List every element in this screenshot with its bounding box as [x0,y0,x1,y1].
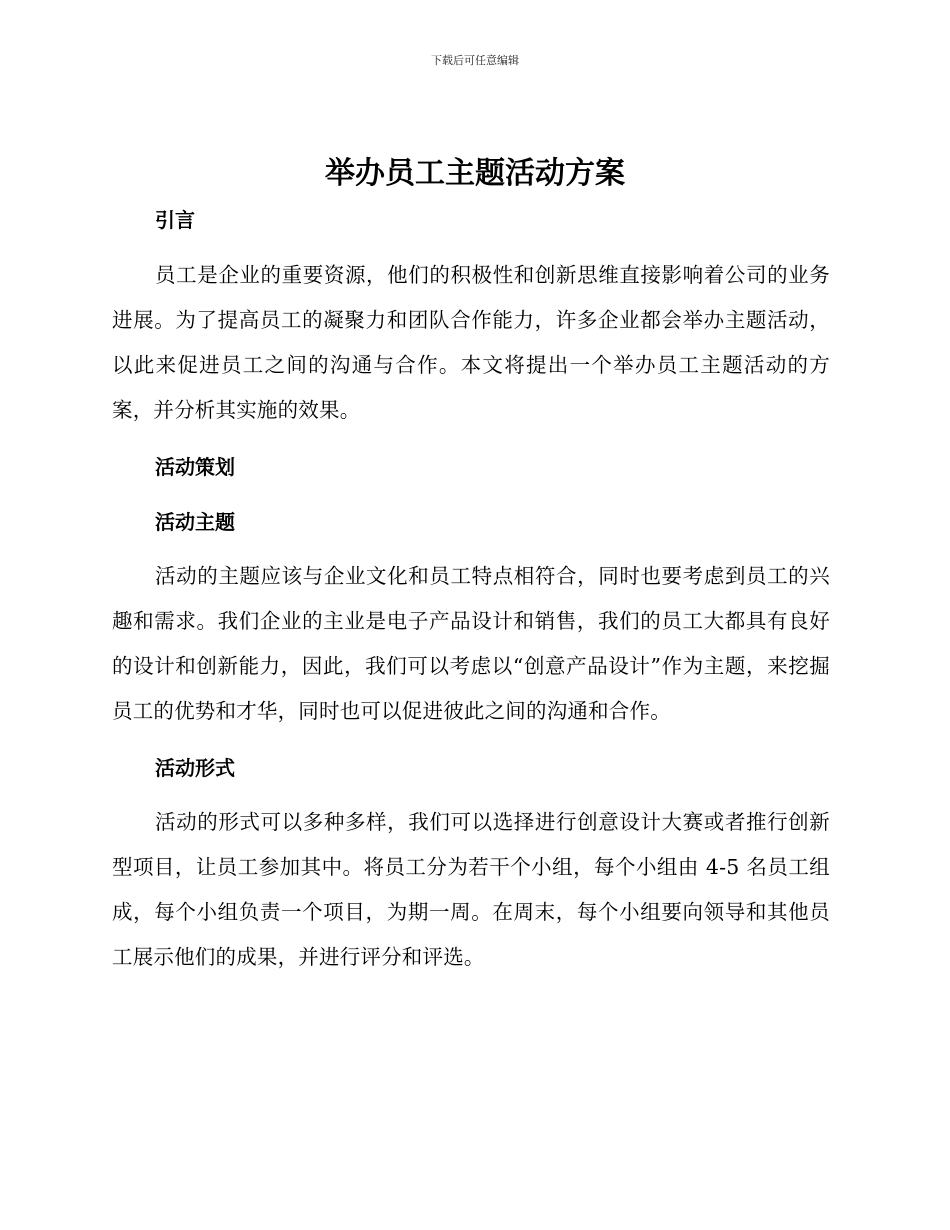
paragraph-intro: 员工是企业的重要资源，他们的积极性和创新思维直接影响着公司的业务进展。为了提高员工的凝聚力和团队合作能力，许多企业都会举办主题活动，以此来促进员工之间的沟通与合作。本文将提出一个举办员工主题活动的方案，并分析其实施的效果。 [112,263,830,422]
paragraph-activity-theme: 活动的主题应该与企业文化和员工特点相符合，同时也要考虑到员工的兴趣和需求。我们企业的主业是电子产品设计和销售，我们的员工大都具有良好的设计和创新能力，因此，我们可以考虑以“创意产品设计”作为主题，来挖掘员工的优势和才华，同时也可以促进彼此之间的沟通和合作。 [112,564,830,723]
heading-activity-format: 活动形式 [155,756,235,780]
paragraph-activity-format: 活动的形式可以多种多样，我们可以选择进行创意设计大赛或者推行创新型项目，让员工参加其中。将员工分为若干个小组，每个小组由 4-5 名员工组成，每个小组负责一个项目，为期一周。在周末，每个小组要向领导和其他员工展示他们的成果，并进行评分和评选。 [112,810,830,969]
document-title: 举办员工主题活动方案 [325,156,625,191]
heading-activity-planning: 活动策划 [155,455,235,479]
document-body [112,200,830,980]
header-note: 下载后可任意编辑 [431,54,519,67]
heading-intro: 引言 [155,208,195,232]
heading-activity-theme: 活动主题 [155,510,235,534]
